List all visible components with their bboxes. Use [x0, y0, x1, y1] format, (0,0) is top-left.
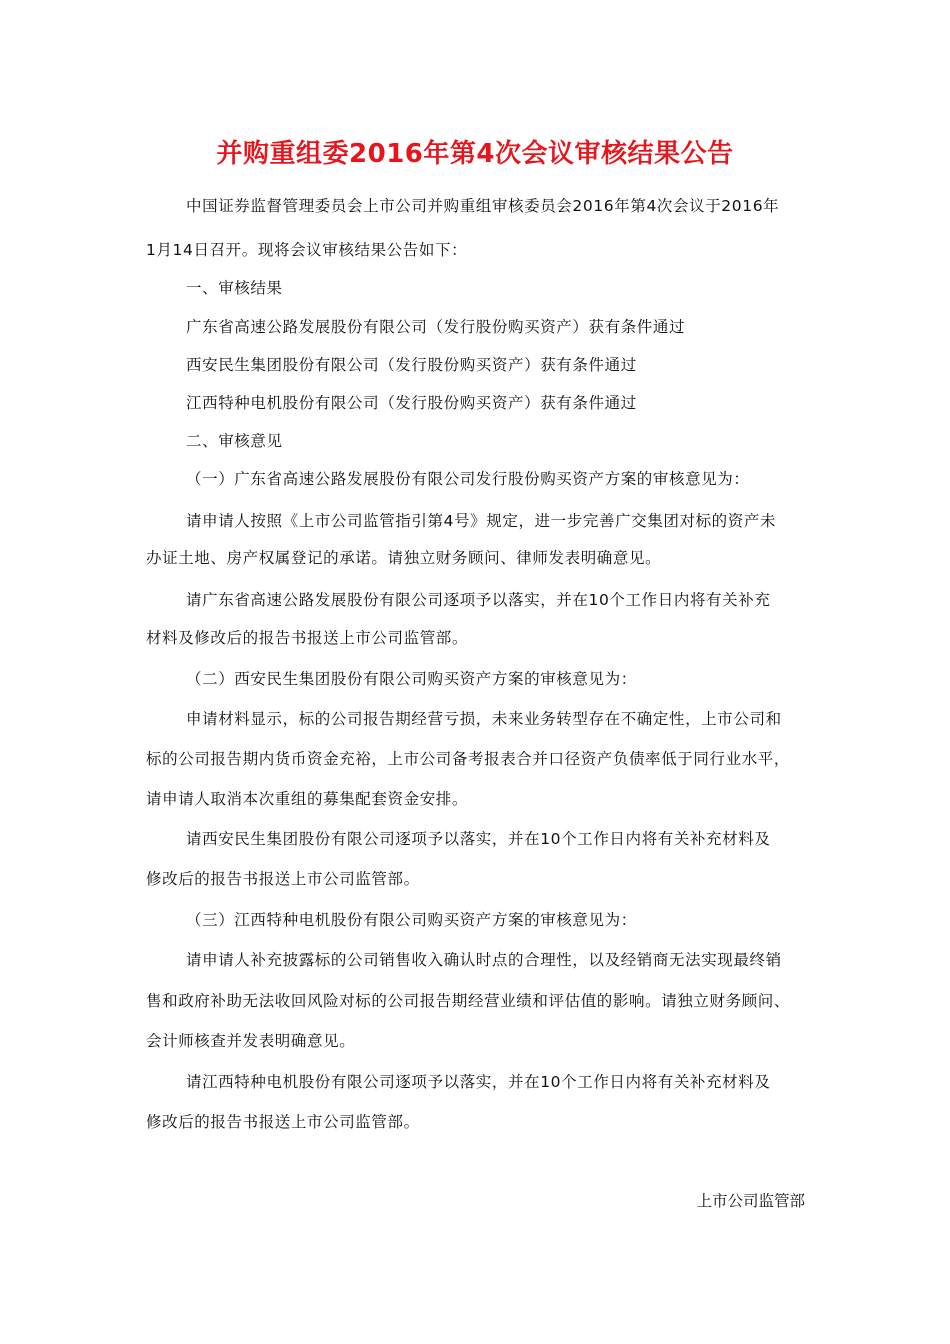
paragraph-line: 售和政府补助无法收回风险对标的公司报告期经营业绩和评估值的影响。请独立财务顾问、	[146, 992, 791, 1010]
section-heading: 一、审核结果	[186, 279, 283, 297]
issuer-signature: 上市公司监管部	[696, 1192, 805, 1210]
result-item: 江西特种电机股份有限公司（发行股份购买资产）获有条件通过	[186, 394, 637, 412]
paragraph-line: 修改后的报告书报送上市公司监管部。	[146, 870, 420, 888]
paragraph-line: 修改后的报告书报送上市公司监管部。	[146, 1113, 420, 1131]
paragraph-line: 会计师核查并发表明确意见。	[146, 1032, 356, 1050]
paragraph-line: 标的公司报告期内货币资金充裕，上市公司备考报表合并口径资产负债率低于同行业水平，	[146, 750, 791, 768]
paragraph-line: 材料及修改后的报告书报送上市公司监管部。	[146, 629, 469, 647]
paragraph-line: 1月14日召开。现将会议审核结果公告如下：	[146, 241, 468, 259]
paragraph-line: 申请材料显示，标的公司报告期经营亏损，未来业务转型存在不确定性，上市公司和	[186, 710, 782, 728]
opinion-heading: （三）江西特种电机股份有限公司购买资产方案的审核意见为：	[186, 911, 637, 929]
paragraph-line: 请申请人取消本次重组的募集配套资金安排。	[146, 790, 469, 808]
paragraph-line: 请申请人补充披露标的公司销售收入确认时点的合理性，以及经销商无法实现最终销	[186, 951, 782, 969]
document-title: 并购重组委2016年第4次会议审核结果公告	[216, 139, 734, 169]
section-heading: 二、审核意见	[186, 432, 283, 450]
paragraph-line: 请江西特种电机股份有限公司逐项予以落实，并在10个工作日内将有关补充材料及	[186, 1073, 771, 1091]
paragraph-line: 请广东省高速公路发展股份有限公司逐项予以落实，并在10个工作日内将有关补充	[186, 591, 771, 609]
result-item: 西安民生集团股份有限公司（发行股份购买资产）获有条件通过	[186, 356, 637, 374]
opinion-heading: （二）西安民生集团股份有限公司购买资产方案的审核意见为：	[186, 670, 637, 688]
paragraph-line: 中国证券监督管理委员会上市公司并购重组审核委员会2016年第4次会议于2016年	[186, 197, 780, 215]
paragraph-line: 办证土地、房产权属登记的承诺。请独立财务顾问、律师发表明确意见。	[146, 549, 662, 567]
paragraph-line: 请申请人按照《上市公司监管指引第4号》规定，进一步完善广交集团对标的资产未	[186, 512, 777, 530]
result-item: 广东省高速公路发展股份有限公司（发行股份购买资产）获有条件通过	[186, 318, 686, 336]
opinion-heading: （一）广东省高速公路发展股份有限公司发行股份购买资产方案的审核意见为：	[186, 470, 750, 488]
paragraph-line: 请西安民生集团股份有限公司逐项予以落实，并在10个工作日内将有关补充材料及	[186, 830, 771, 848]
